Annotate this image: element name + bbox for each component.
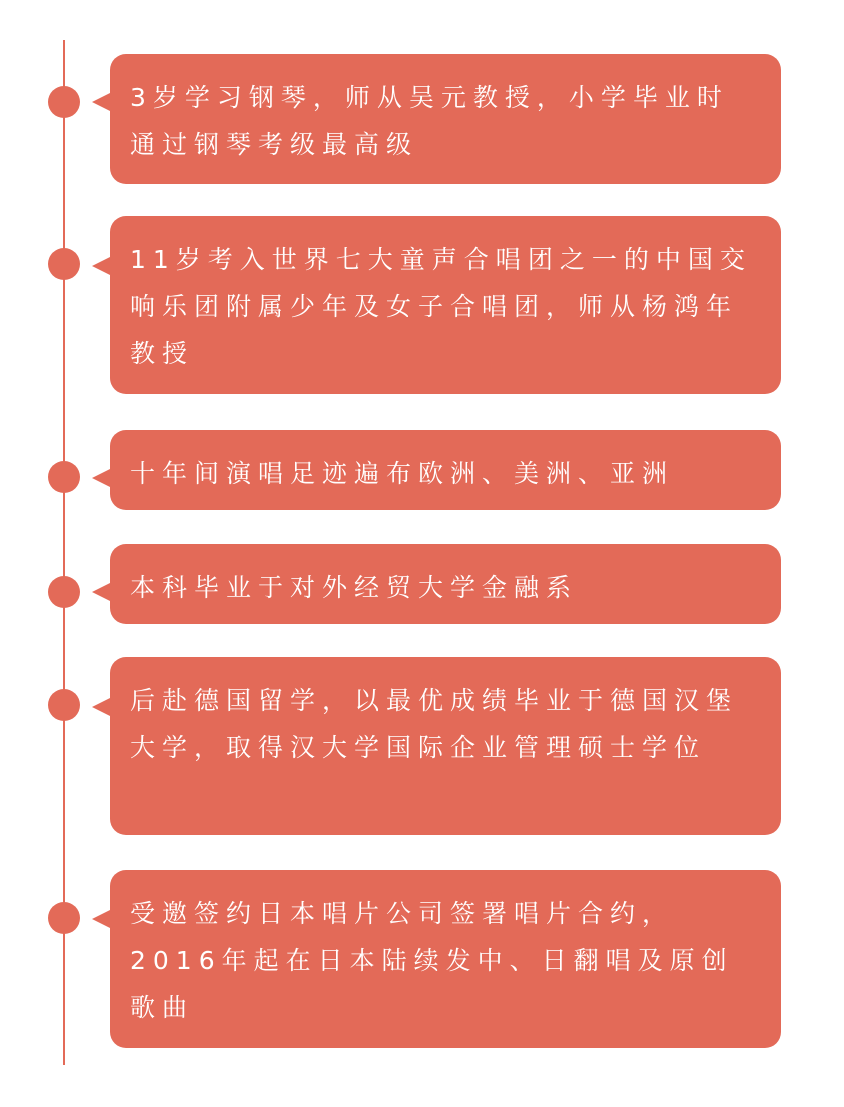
callout-pointer — [92, 582, 112, 602]
callout-pointer — [92, 256, 112, 276]
timeline-dot — [48, 461, 80, 493]
timeline-dot — [48, 86, 80, 118]
timeline-dot — [48, 902, 80, 934]
callout-pointer — [92, 92, 112, 112]
callout-pointer — [92, 468, 112, 488]
timeline-card — [110, 216, 781, 394]
timeline-card-text: 后赴德国留学，以最优成绩毕业于德国汉堡大学，取得汉大学国际企业管理硕士学位 — [130, 686, 739, 762]
timeline-card — [110, 657, 781, 835]
timeline-card — [110, 430, 781, 510]
timeline-card-text: 11岁考入世界七大童声合唱团之一的中国交响乐团附属少年及女子合唱团，师从杨鸿年教授 — [130, 245, 752, 368]
timeline-card-text: 本科毕业于对外经贸大学金融系 — [130, 573, 579, 602]
timeline-dot — [48, 689, 80, 721]
timeline-card — [110, 54, 781, 184]
timeline-card — [110, 870, 781, 1048]
timeline-dot — [48, 248, 80, 280]
timeline-card-text: 3岁学习钢琴，师从吴元教授，小学毕业时通过钢琴考级最高级 — [130, 83, 729, 159]
callout-pointer — [92, 909, 112, 929]
timeline-dot — [48, 576, 80, 608]
timeline-card-text: 十年间演唱足迹遍布欧洲、美洲、亚洲 — [130, 459, 675, 488]
timeline-card-text: 受邀签约日本唱片公司签署唱片合约，2016年起在日本陆续发中、日翻唱及原创歌曲 — [130, 899, 734, 1022]
callout-pointer — [92, 697, 112, 717]
timeline-card — [110, 544, 781, 624]
